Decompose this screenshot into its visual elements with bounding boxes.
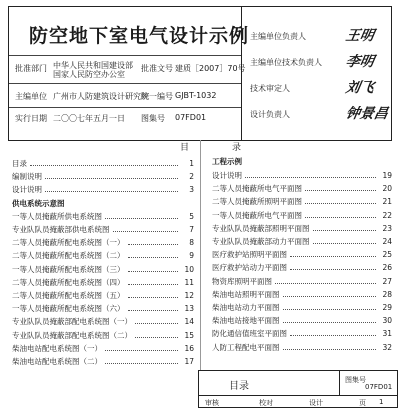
toc-entry[interactable]: [12, 184, 194, 196]
toc-entry-page: 13: [184, 304, 194, 314]
toc-entry[interactable]: [212, 249, 392, 261]
toc-entry-title: 目录: [12, 159, 27, 168]
toc-entry[interactable]: [12, 343, 194, 355]
leader-dots: [105, 350, 178, 351]
toc-entry-title: 柴油电站配电系统图（二）: [12, 357, 102, 366]
toc-entry-page: 16: [184, 343, 194, 353]
toc-entry-title: 柴油电站照明平面图: [212, 289, 280, 299]
toc-entry-title: 一等人员掩蔽所电气平面图: [212, 210, 302, 220]
leader-dots: [128, 284, 179, 285]
toc-entry-page: 17: [184, 357, 194, 366]
toc-entry[interactable]: [12, 290, 194, 302]
toc-entry-page: 3: [189, 185, 194, 195]
toc-entry[interactable]: [212, 223, 392, 235]
leader-dots: [245, 177, 376, 178]
toc-entry-page: 1: [189, 159, 194, 168]
toc-entry[interactable]: [212, 302, 392, 314]
date-value: 二〇〇七年五月一日: [53, 114, 125, 123]
toc-entry-title: 柴油电站接地平面图: [212, 316, 280, 326]
leader-dots: [290, 335, 376, 336]
date-label: 实行日期: [15, 114, 47, 123]
toc-entry[interactable]: [12, 356, 194, 368]
toc-section-title: 供电系统示意图: [12, 198, 65, 208]
leader-dots: [313, 243, 377, 244]
title-block-atlas-label: 图集号: [345, 376, 366, 384]
toc-section-title: 工程示例: [212, 157, 242, 166]
leader-dots: [113, 231, 179, 232]
toc-heading-left: 目: [180, 143, 190, 153]
leader-dots: [128, 244, 179, 245]
approved-by-row: [15, 63, 53, 74]
toc-entry-title: 设计说明: [212, 171, 242, 180]
leader-dots: [305, 190, 376, 191]
signature-name: 王明: [344, 28, 376, 44]
toc-entry[interactable]: [212, 276, 392, 288]
approved-by-label: 批准部门: [15, 64, 47, 73]
toc-entry-title: 医疗救护站照明平面图: [212, 250, 287, 260]
divider: [9, 55, 241, 56]
toc-entry[interactable]: [12, 250, 194, 262]
toc-entry-page: 5: [189, 211, 194, 221]
toc-entry[interactable]: [212, 183, 392, 195]
leader-dots: [313, 230, 377, 231]
signature-row: [250, 77, 388, 101]
leader-dots: [283, 309, 377, 310]
toc-entry-page: 20: [382, 184, 392, 194]
publication-info: [9, 7, 250, 140]
toc-entry-page: 28: [382, 289, 392, 299]
title-block: [198, 370, 398, 408]
toc-entry-page: 11: [184, 277, 194, 287]
toc-entry-title: 物资库照明平面图: [212, 276, 272, 286]
atlas-value: 07FD01: [175, 113, 207, 122]
toc-entry-title: 专业队队员掩蔽部动力平面图: [212, 237, 310, 246]
toc-entry-title: 柴油电站动力平面图: [212, 303, 280, 312]
toc-entry-title: 柴油电站配电系统图（一）: [12, 343, 102, 353]
leader-dots: [30, 165, 178, 166]
leader-dots: [128, 271, 179, 272]
leader-dots: [105, 363, 178, 364]
approval-doc-label: 批准文号: [141, 64, 173, 73]
leader-dots: [135, 323, 178, 324]
toc-entry-page: 9: [189, 251, 194, 261]
leader-dots: [275, 283, 376, 284]
leader-dots: [305, 203, 376, 204]
leader-dots: [128, 257, 179, 258]
checker-label: 校对: [259, 399, 273, 407]
designer-label: 设计: [309, 399, 323, 407]
signature-role: 技术审定人: [250, 84, 290, 93]
toc-entry-title: 二等人员掩蔽所配电系统图（二）: [12, 251, 125, 261]
signature-name: 钟景昌: [344, 106, 390, 122]
toc-entry[interactable]: [12, 158, 194, 170]
leader-dots: [283, 296, 377, 297]
toc-entry[interactable]: [12, 171, 194, 183]
toc-entry-title: 专业队队员掩蔽部配电系统图（一）: [12, 317, 132, 327]
approved-by-value: 中华人民共和国建设部 国家人民防空办公室: [53, 61, 133, 79]
leader-dots: [305, 217, 376, 218]
toc-entry-page: 22: [382, 210, 392, 220]
toc-entry-title: 二等人员掩蔽所照明平面图: [212, 197, 302, 207]
toc-entry[interactable]: [12, 224, 194, 236]
toc-entry-page: 23: [382, 223, 392, 233]
toc-entry-page: 32: [382, 342, 392, 352]
toc-entry-title: 一等人员掩蔽所配电系统图（三）: [12, 264, 125, 274]
toc-entry[interactable]: [212, 315, 392, 327]
toc-entry[interactable]: [12, 277, 194, 289]
toc-entry[interactable]: [12, 211, 194, 223]
toc-entry-title: 一等人员掩蔽所配电系统图（六）: [12, 304, 125, 314]
toc-entry-page: 27: [382, 276, 392, 286]
leader-dots: [128, 310, 179, 311]
toc-entry-page: 24: [382, 237, 392, 246]
toc-entry-title: 编制说明: [12, 172, 42, 182]
toc-entry[interactable]: [212, 262, 392, 274]
toc-entry-page: 29: [382, 303, 392, 312]
toc-entry[interactable]: [212, 210, 392, 222]
toc-entry-title: 设计说明: [12, 185, 42, 195]
toc-entry[interactable]: [12, 264, 194, 276]
document-title: 防空地下室电气设计示例: [29, 25, 250, 47]
toc-entry-page: 12: [184, 291, 194, 300]
cover-header: [8, 6, 392, 141]
reviewer-label: 审核: [205, 399, 219, 407]
title-block-atlas: 07FD01: [365, 383, 393, 391]
toc-entry[interactable]: [12, 237, 194, 249]
leader-dots: [128, 297, 179, 298]
leader-dots: [290, 256, 376, 257]
divider: [339, 371, 340, 395]
toc-entry-page: 15: [184, 330, 194, 340]
leader-dots: [283, 322, 377, 323]
leader-dots: [135, 337, 178, 338]
toc-entry-page: 14: [184, 317, 194, 327]
divider: [199, 395, 397, 396]
code-label: 统一编号: [141, 92, 173, 101]
toc-entry-title: 二等人员掩蔽所配电系统图（一）: [12, 238, 125, 248]
leader-dots: [283, 349, 377, 350]
toc-entry[interactable]: [12, 303, 194, 315]
editor-label: 主编单位: [15, 92, 47, 101]
page-number: 1: [379, 398, 384, 406]
toc-entry-title: 专业队队员掩蔽部照明平面图: [212, 223, 310, 233]
signature-role: 主编单位技术负责人: [250, 58, 322, 67]
toc-entry-title: 一等人员掩蔽所供电系统图: [12, 211, 102, 221]
divider: [9, 107, 241, 108]
toc-entry-title: 二等人员掩蔽所配电系统图（四）: [12, 277, 125, 287]
leader-dots: [105, 218, 178, 219]
atlas-label: 图集号: [141, 114, 165, 123]
toc-entry[interactable]: [212, 328, 392, 340]
toc-entry[interactable]: [212, 289, 392, 301]
leader-dots: [290, 269, 376, 270]
toc-heading-right: 录: [232, 143, 242, 153]
toc-entry-page: 26: [382, 263, 392, 273]
toc-entry-title: 人防工程配电平面图: [212, 342, 280, 352]
toc-entry-title: 医疗救护站动力平面图: [212, 263, 287, 273]
column-divider: [200, 140, 201, 370]
toc-entry[interactable]: [212, 196, 392, 208]
toc-entry[interactable]: [12, 330, 194, 342]
signature-role: 主编单位负责人: [250, 32, 306, 41]
toc-entry[interactable]: [12, 316, 194, 328]
leader-dots: [45, 191, 178, 192]
editor-value: 广州市人防建筑设计研究院: [53, 92, 149, 101]
toc-entry-page: 21: [382, 197, 392, 207]
toc-entry-title: 二等人员掩蔽所配电系统图（五）: [12, 291, 125, 300]
toc-entry-page: 2: [189, 172, 194, 182]
page-label: 页: [359, 399, 366, 407]
toc-entry[interactable]: [212, 236, 392, 248]
toc-entry-title: 防化通信值班室平面图: [212, 329, 287, 339]
toc-entry-title: 专业队队员掩蔽部供电系统图: [12, 225, 110, 234]
toc-entry-page: 30: [382, 316, 392, 326]
signature-row: [250, 103, 388, 127]
toc-entry-page: 25: [382, 250, 392, 260]
toc-entry-page: 19: [382, 171, 392, 180]
toc-entry[interactable]: [212, 170, 392, 182]
toc-entry-page: 31: [382, 329, 392, 339]
toc-entry-title: 二等人员掩蔽所电气平面图: [212, 184, 302, 194]
signature-row: [250, 51, 388, 75]
toc-entry-page: 7: [189, 225, 194, 234]
signature-role: 设计负责人: [250, 110, 290, 119]
divider: [9, 83, 241, 84]
signature-name: 李明: [344, 54, 376, 70]
approval-doc-value: 建质［2007］70号: [175, 64, 246, 73]
signature-row: [250, 25, 388, 49]
signature-name: 刘飞: [344, 80, 376, 96]
toc-entry-title: 专业队队员掩蔽部配电系统图（二）: [12, 330, 132, 340]
code-value: GJBT-1032: [175, 91, 217, 100]
toc-entry-page: 8: [189, 238, 194, 248]
toc-entry-page: 10: [184, 264, 194, 274]
toc-entry[interactable]: [212, 342, 392, 354]
signature-panel: [241, 7, 392, 140]
leader-dots: [45, 178, 178, 179]
title-block-name: 目录: [229, 381, 249, 392]
